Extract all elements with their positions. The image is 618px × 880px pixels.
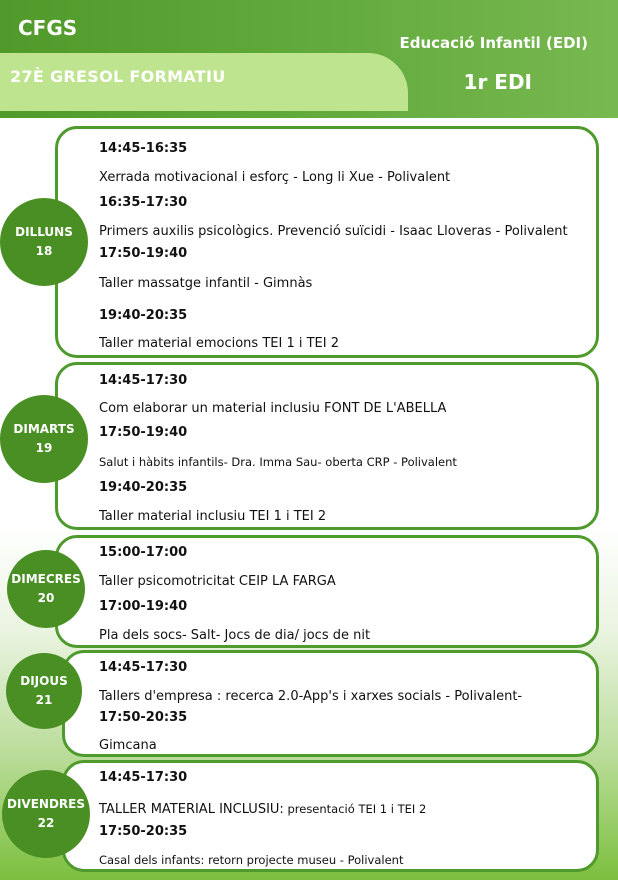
- time-slot: 14:45-17:30: [99, 660, 188, 675]
- activity-text: Taller material inclusiu TEI 1 i TEI 2: [99, 509, 327, 524]
- time-slot: 16:35-17:30: [99, 195, 188, 210]
- program-title: Educació Infantil (EDI): [399, 34, 588, 52]
- activity-text: Taller material emocions TEI 1 i TEI 2: [99, 336, 339, 351]
- activity-text: Xerrada motivacional i esforç - Long li Xue - Polivalent: [99, 170, 451, 185]
- year-title: 1r EDI: [463, 70, 532, 94]
- time-slot: 14:45-16:35: [99, 141, 188, 156]
- day-name: DIMECRES: [11, 572, 81, 586]
- activity-text: Gimcana: [99, 738, 157, 753]
- activity-title: TALLER MATERIAL INCLUSIU:: [99, 802, 284, 817]
- time-slot: 17:50-20:35: [99, 824, 188, 839]
- day-date: 21: [35, 693, 53, 707]
- day-badge-divendres: [2, 770, 90, 858]
- activity-text: Com elaborar un material inclusiu FONT DE L'ABELLA: [99, 401, 447, 416]
- day-badge-dimarts: [0, 395, 88, 483]
- time-slot: 17:50-20:35: [99, 710, 188, 725]
- time-slot: 15:00-17:00: [99, 545, 188, 560]
- day-name: DIVENDRES: [7, 797, 85, 811]
- activity-text: Taller psicomotricitat CEIP LA FARGA: [99, 574, 336, 589]
- org-title: CFGS: [18, 16, 78, 40]
- day-name: DIJOUS: [20, 674, 68, 688]
- time-slot: 19:40-20:35: [99, 308, 188, 323]
- activity-text: Casal dels infants: retorn projecte museu - Polivalent: [99, 853, 404, 867]
- activity-text: Taller massatge infantil - Gimnàs: [99, 276, 313, 291]
- header-banner: [0, 0, 618, 118]
- time-slot: 14:45-17:30: [99, 373, 188, 388]
- activity-text: Tallers d'empresa : recerca 2.0-App's i xarxes socials - Polivalent-: [99, 689, 523, 704]
- activity-text: [99, 798, 426, 817]
- time-slot: 17:50-19:40: [99, 246, 188, 261]
- time-slot: 17:50-19:40: [99, 425, 188, 440]
- day-date: 22: [37, 816, 55, 830]
- day-name: DIMARTS: [13, 422, 75, 436]
- activity-text: Primers auxilis psicològics. Prevenció suïcidi - Isaac Lloveras - Polivalent: [99, 224, 568, 239]
- day-date: 19: [35, 441, 53, 455]
- day-date: 18: [35, 244, 53, 258]
- day-badge-dijous: [6, 653, 82, 729]
- activity-text: Salut i hàbits infantils- Dra. Imma Sau- oberta CRP - Polivalent: [99, 455, 457, 469]
- activity-detail: presentació TEI 1 i TEI 2: [283, 802, 427, 816]
- time-slot: 14:45-17:30: [99, 770, 188, 785]
- day-badge-dimecres: [7, 550, 85, 628]
- day-date: 20: [37, 591, 55, 605]
- day-badge-dilluns: [0, 198, 88, 286]
- day-name: DILLUNS: [15, 225, 73, 239]
- day-card-dilluns: [55, 126, 599, 358]
- activity-text: Pla dels socs- Salt- Jocs de dia/ jocs de nit: [99, 628, 371, 643]
- time-slot: 19:40-20:35: [99, 480, 188, 495]
- event-title: 27È GRESOL FORMATIU: [10, 67, 226, 86]
- time-slot: 17:00-19:40: [99, 599, 188, 614]
